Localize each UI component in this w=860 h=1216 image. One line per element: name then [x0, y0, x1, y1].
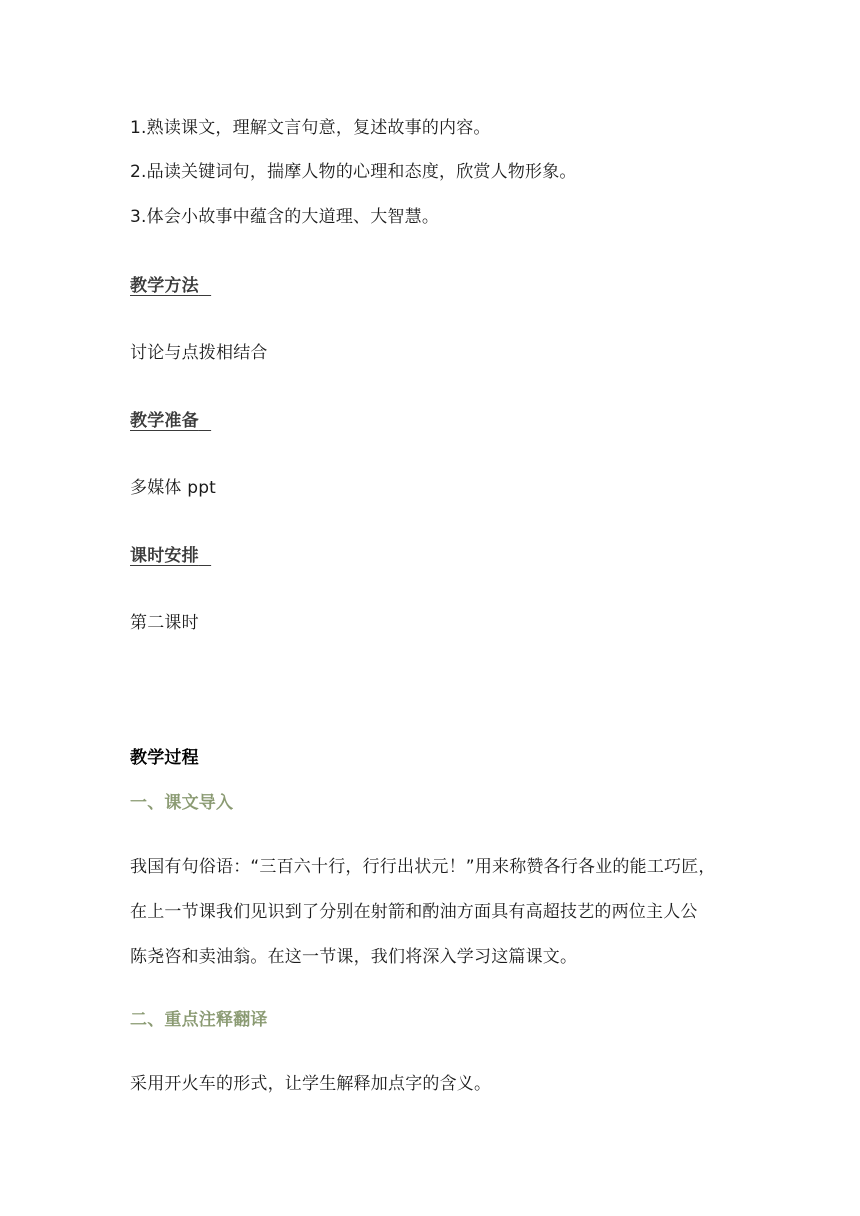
section2-content: 采用开火车的形式，让学生解释加点字的含义。	[130, 1074, 492, 1094]
section1-line-3: 陈尧咨和卖油翁。在这一节课，我们将深入学习这篇课文。	[130, 947, 578, 967]
process-heading: 教学过程	[130, 748, 199, 768]
section1-line-1: 我国有句俗语：“三百六十行，行行出状元！”用来称赞各行各业的能工巧匠，	[130, 857, 716, 877]
methods-content: 讨论与点拨相结合	[130, 343, 268, 363]
objective-3: 3.体会小故事中蕴含的大道理、大智慧。	[130, 207, 440, 227]
preparation-heading: 教学准备	[130, 411, 199, 431]
objective-1: 1.熟读课文，理解文言句意，复述故事的内容。	[130, 118, 491, 138]
section1-line-2: 在上一节课我们见识到了分别在射箭和酌油方面具有高超技艺的两位主人公	[130, 902, 698, 922]
section1-heading: 一、课文导入	[130, 793, 234, 813]
methods-heading: 教学方法	[130, 276, 199, 296]
preparation-content: 多媒体 ppt	[130, 478, 217, 498]
objective-2: 2.品读关键词句，揣摩人物的心理和态度，欣赏人物形象。	[130, 162, 577, 182]
section2-heading: 二、重点注释翻译	[130, 1010, 268, 1030]
schedule-content: 第二课时	[130, 613, 199, 633]
schedule-heading: 课时安排	[130, 546, 199, 566]
